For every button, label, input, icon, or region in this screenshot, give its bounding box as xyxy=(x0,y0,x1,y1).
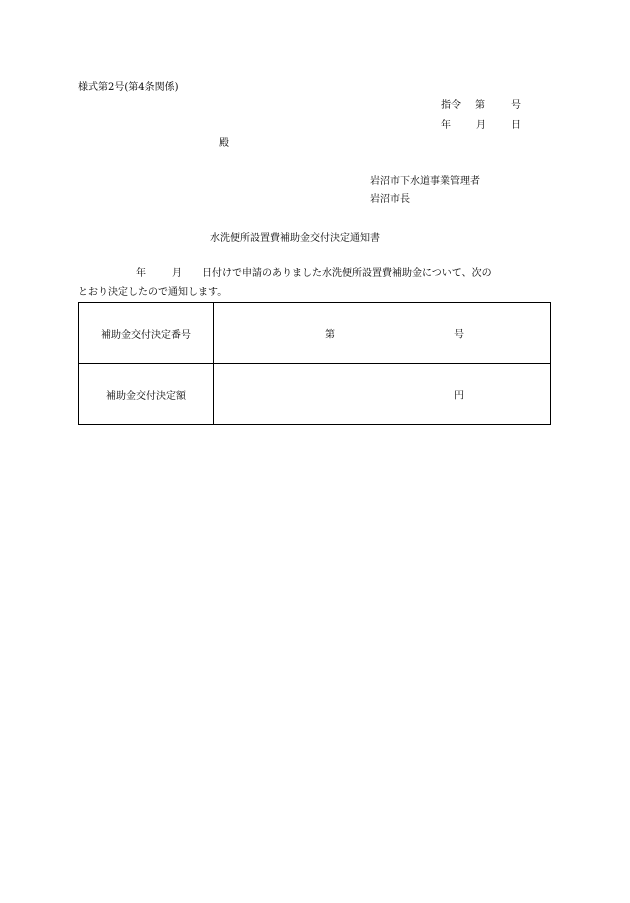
date-year: 年 xyxy=(441,120,451,131)
date-month: 月 xyxy=(476,120,486,131)
decision-number-dai: 第 xyxy=(325,329,335,341)
body-text-1: 日付けで申請のありました水洗便所設置費補助金について、次の xyxy=(202,268,492,279)
decision-number-go: 号 xyxy=(454,329,464,341)
order-label: 指令 xyxy=(441,100,461,111)
decision-number-label: 補助金交付決定番号 xyxy=(79,303,214,364)
body-month: 月 xyxy=(172,268,182,279)
table-row xyxy=(79,364,551,425)
issue-date-line xyxy=(441,120,521,132)
date-day: 日 xyxy=(511,120,521,131)
decision-amount-value xyxy=(214,364,551,425)
document-title: 水洗便所設置費補助金交付決定通知書 xyxy=(210,233,380,244)
order-number-line xyxy=(441,100,521,112)
issuer-name: 岩沼市長 xyxy=(370,194,410,205)
decision-amount-label: 補助金交付決定額 xyxy=(79,364,214,425)
order-dai: 第 xyxy=(475,100,485,111)
decision-table xyxy=(78,302,551,425)
body-year: 年 xyxy=(136,268,146,279)
addressee-suffix: 殿 xyxy=(219,138,229,149)
form-number-label: 様式第2号(第4条関係) xyxy=(78,82,179,93)
body-paragraph-line-1 xyxy=(78,268,492,280)
table-row xyxy=(79,303,551,364)
decision-number-value xyxy=(214,303,551,364)
issuer-title: 岩沼市下水道事業管理者 xyxy=(370,176,480,187)
decision-amount-yen: 円 xyxy=(454,390,464,402)
order-go: 号 xyxy=(511,100,521,111)
body-paragraph-line-2: とおり決定したので通知します。 xyxy=(78,287,228,298)
